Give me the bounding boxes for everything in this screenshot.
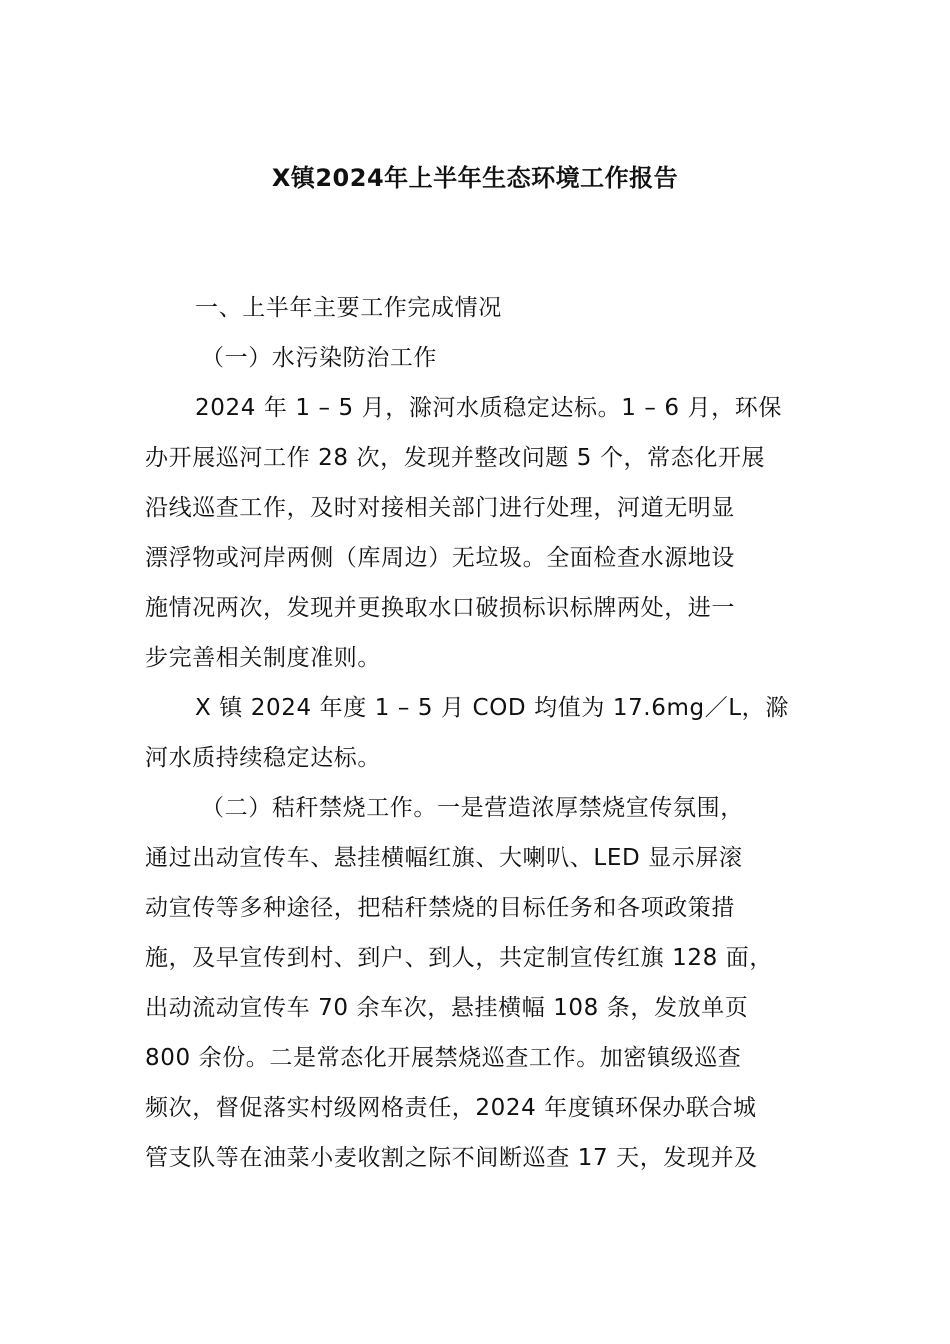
paragraph-line: 出动流动宣传车 70 余车次，悬挂横幅 108 条，发放单页 [145, 995, 749, 1021]
paragraph-line: 施情况两次，发现并更换取水口破损标识标牌两处，进一 [145, 595, 735, 621]
paragraph-line: 河水质持续稳定达标。 [145, 745, 381, 771]
paragraph-line: X 镇 2024 年度 1 – 5 月 COD 均值为 17.6mg／L，滁 [195, 695, 789, 721]
subsection-heading: （一）水污染防治工作 [201, 345, 437, 371]
paragraph-line: 2024 年 1 – 5 月，滁河水质稳定达标。1 – 6 月，环保 [195, 395, 782, 421]
document-body [145, 283, 835, 1183]
section-heading: 一、上半年主要工作完成情况 [195, 295, 502, 321]
paragraph-line: 频次，督促落实村级网格责任，2024 年度镇环保办联合城 [145, 1095, 757, 1121]
paragraph-line: 动宣传等多种途径，把秸秆禁烧的目标任务和各项政策措 [145, 895, 735, 921]
paragraph-line: 步完善相关制度准则。 [145, 645, 381, 671]
paragraph-line: 800 余份。二是常态化开展禁烧巡查工作。加密镇级巡查 [145, 1045, 742, 1071]
paragraph-line: 通过出动宣传车、悬挂横幅红旗、大喇叭、LED 显示屏滚 [145, 845, 743, 871]
paragraph-line: 漂浮物或河岸两侧（库周边）无垃圾。全面检查水源地设 [145, 545, 735, 571]
paragraph-line: 办开展巡河工作 28 次，发现并整改问题 5 个，常态化开展 [145, 445, 766, 471]
paragraph-line: 施，及早宣传到村、到户、到人，共定制宣传红旗 128 面， [145, 945, 773, 971]
document-title: X镇2024年上半年生态环境工作报告 [271, 164, 679, 192]
paragraph-line: 管支队等在油菜小麦收割之际不间断巡查 17 天，发现并及 [145, 1145, 758, 1171]
paragraph-line: （二）秸秆禁烧工作。一是营造浓厚禁烧宣传氛围， [201, 795, 744, 821]
paragraph-line: 沿线巡查工作，及时对接相关部门进行处理，河道无明显 [145, 495, 735, 521]
